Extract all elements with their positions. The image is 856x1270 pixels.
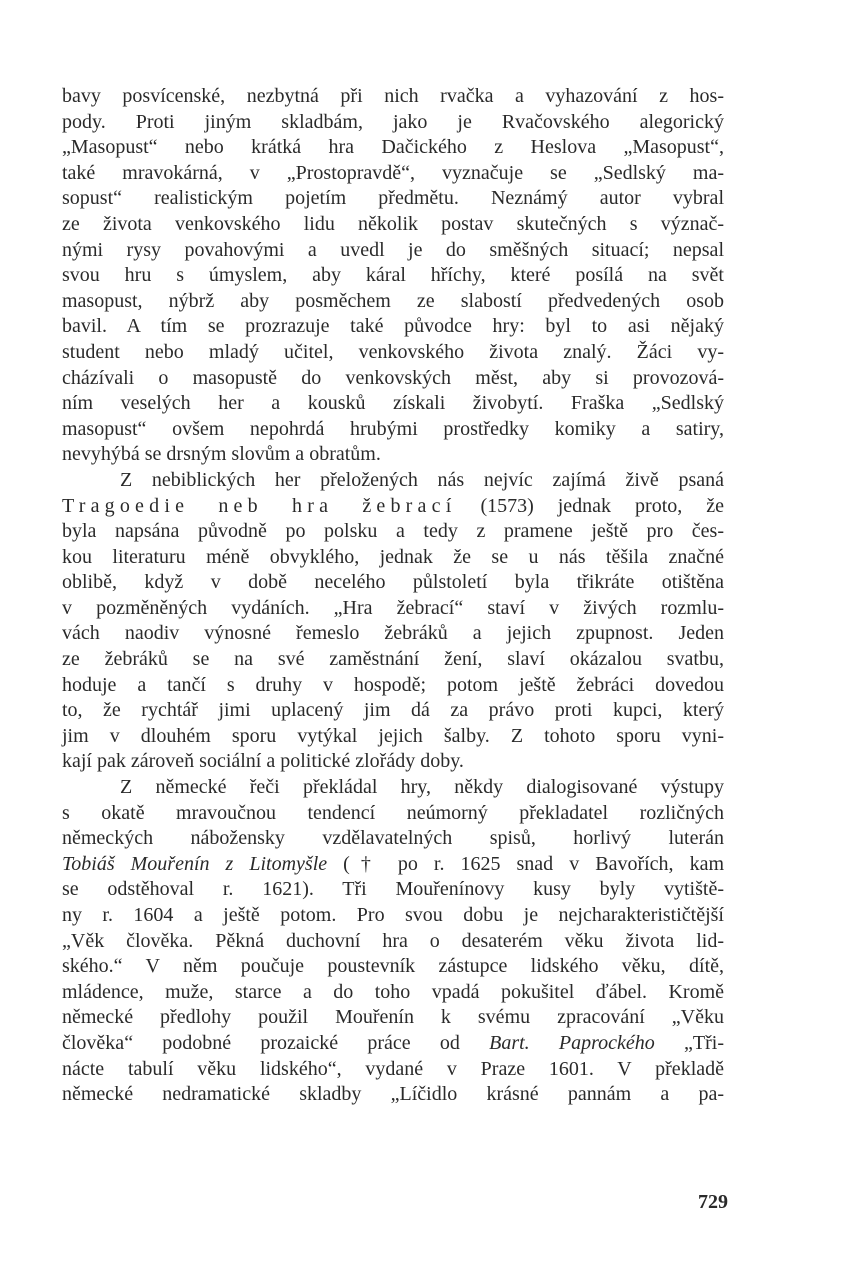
line-text: († po r. 1625 snad v Bavořích, kam [327,852,725,875]
line-text: oblibě, když v době necelého půlstoletí byla třikráte otištěna [62,571,724,594]
line-text: mládence, muže, starce a do toho vpadá pokušitel ďábel. Kromě [62,980,724,1003]
line-text: bavy posvícenské, nezbytná při nich rvačka a vyhazování z hos- [62,85,724,107]
text-line [62,647,724,673]
text-line [62,110,724,136]
text-line [62,289,724,315]
line-text: ského.“ V něm poučuje poustevník zástupce lidského věku, dítě, [62,955,724,978]
line-text: pody. Proti jiným skladbám, jako je Rvačovského alegorický [62,110,724,133]
line-text: nácte tabulí věku lidského“, vydané v Praze 1601. V překladě [62,1057,724,1080]
line-text: ze žebráků se na své zaměstnání žení, slaví okázalou svatbu, [62,648,724,671]
line-text: (1573) jednak proto, že [456,494,724,517]
line-text: hoduje a tančí s druhy v hospodě; potom ještě žebráci dovedou [62,673,724,696]
line-text: kají pak zároveň sociální a politické zlořády doby. [62,750,464,773]
line-text: ze života venkovského lidu několik postav skutečných s význač- [62,212,724,235]
text-line [62,391,724,417]
line-text: sopust“ realistickým pojetím předmětu. Neznámý autor vybral [62,187,724,210]
text-line [62,698,724,724]
line-text: student nebo mladý učitel, venkovského života znalý. Žáci vy- [62,340,724,363]
text-line [62,263,724,289]
text-line [62,212,724,238]
text-line [62,929,724,955]
text-line [62,135,724,161]
text-line [62,903,724,929]
line-text: Z německé řeči překládal hry, někdy dialogisované výstupy [120,776,724,799]
text-line [62,1082,724,1108]
line-text-end: „Tři- [654,1031,724,1054]
text-line [62,801,724,827]
text-line [62,84,724,110]
italic-name: Bart. Paprockého [489,1031,655,1054]
line-text: to, že rychtář jimi uplacený jim dá za právo proti kupci, který [62,699,724,722]
page-number: 729 [698,1191,728,1213]
text-line [62,519,724,545]
spaced-title: Tragoedie neb hra žebrací [62,494,457,517]
text-line [62,494,724,520]
text-line [62,826,724,852]
text-line [62,596,724,622]
line-text: německé nedramatické skladby „Líčidlo krásné pannám a pa- [62,1083,724,1106]
line-text: německých nábožensky vzdělavatelných spisů, horlivý luterán [62,827,724,850]
italic-name: Tobiáš Mouřenín z Litomyšle [62,852,328,875]
line-text: také mravokárná, v „Prostopravdě“, vyznačuje se „Sedlský ma- [62,161,724,184]
line-text: ním veselých her a kousků získali živobytí. Fraška „Sedlský [62,392,724,415]
text-line [62,954,724,980]
line-text: bavil. A tím se prozrazuje také původce hry: byl to asi nějaký [62,315,724,338]
text-line [62,186,724,212]
line-text: masopust“ ovšem nepohrdá hrubými prostředky komiky a satiry, [62,417,724,440]
text-line [62,1031,724,1057]
line-text: ny r. 1604 a ještě potom. Pro svou dobu je nejcharakterističtější [62,904,724,926]
text-line [62,545,724,571]
line-text: cházívali o masopustě do venkovských měst, aby si provozová- [62,366,724,389]
text-line [62,775,724,801]
text-line [62,621,724,647]
line-text: Z nebiblických her přeložených nás nejvíc zajímá živě psaná [120,468,724,491]
line-text: v pozměněných vydáních. „Hra žebrací“ staví v živých rozmlu- [62,596,724,619]
text-line [62,314,724,340]
text-line [62,1005,724,1031]
text-line [62,161,724,187]
line-text: kou literaturu méně obvyklého, jednak že se u nás těšila značné [62,545,724,568]
text-line [62,468,724,494]
text-line [62,442,724,468]
text-line [62,1057,724,1083]
text-line [62,417,724,443]
text-line [62,980,724,1006]
text-line [62,570,724,596]
line-text: se odstěhoval r. 1621). Tři Mouřenínovy kusy byly vytiště- [62,878,724,901]
line-text: vách naodiv výnosné řemeslo žebráků a jejich zpupnost. Jeden [62,622,724,645]
line-text: „Masopust“ nebo krátká hra Dačického z Heslova „Masopust“, [62,136,724,159]
line-text: s okatě mravoučnou tendencí neúmorný překladatel rozličných [62,801,724,824]
line-text: nevyhýbá se drsným slovům a obratům. [62,443,381,466]
line-text: byla napsána původně po polsku a tedy z pramene ještě pro čes- [62,520,724,543]
line-text: člověka“ podobné prozaické práce od [62,1031,490,1054]
text-line [62,366,724,392]
text-line [62,877,724,903]
line-text: svou hru s úmyslem, aby káral hříchy, které posílá na svět [62,264,724,287]
text-line [62,673,724,699]
line-text: nými rysy povahovými a uvedl je do směšných situací; nepsal [62,238,724,261]
text-line [62,749,724,775]
line-text: masopust, nýbrž aby posměchem ze slabostí předvedených osob [62,289,724,312]
text-line [62,852,724,878]
line-text: jim v dlouhém sporu vytýkal jejich šalby. Z tohoto sporu vyni- [62,724,724,747]
line-text: „Věk člověka. Pěkná duchovní hra o desaterém věku života lid- [62,929,724,952]
text-line [62,724,724,750]
body-text [62,84,724,1108]
text-line [62,238,724,264]
text-line [62,340,724,366]
line-text: německé předlohy použil Mouřenín k svému zpracování „Věku [62,1006,724,1029]
